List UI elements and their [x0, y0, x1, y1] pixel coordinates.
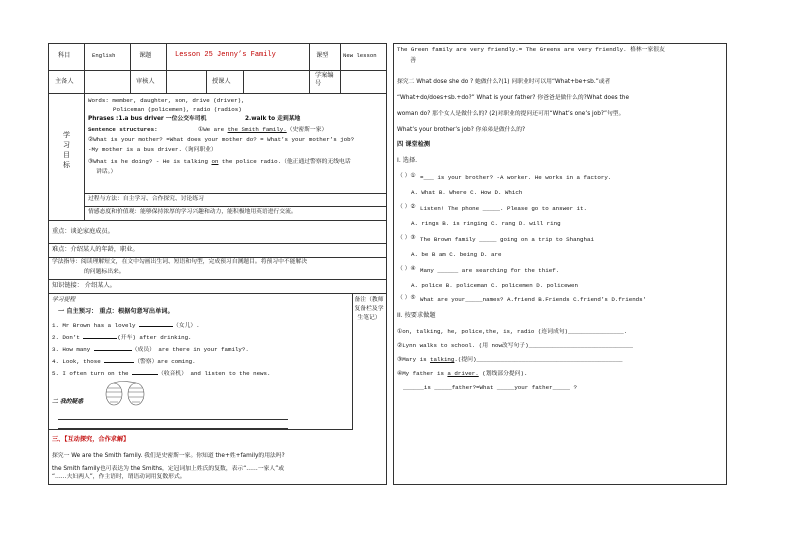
task-1: ①on, talking, he, police,the, is, radio (连词成句)________________.: [397, 328, 628, 335]
method-guide: 学法指导：阅读理解短文，在文中勾画出生词、短语和句型，完成预习自测题目。将预习中不能解决: [52, 259, 308, 265]
preparer-label: 主备人: [55, 78, 74, 85]
choice-2-options: A. rings B. is ringing C. rang D. will ring: [411, 220, 561, 227]
task-4b: ______is _____father?=What _____your father_____ ?: [403, 384, 577, 391]
task-3: ③Mary is talking.(提问)__________________________________________: [397, 356, 623, 363]
goals-phrases-a: Phrases :1.a bus driver 一位公交车司机: [88, 116, 207, 122]
section-2-heading: 二 我的疑惑: [52, 399, 84, 405]
number-label: 学案编号: [315, 72, 334, 87]
method-guide-2: 的问题标出来。: [84, 269, 125, 275]
choice-1: =___ is your brother? -A worker. He works in a factory.: [420, 174, 612, 181]
type-value: New lesson: [343, 52, 377, 59]
explore-1: 探究一 We are the Smith family. 我们是史密斯一家。你知道 the+姓+family的用法吗?: [52, 453, 285, 459]
choice-3-number: （ ）③: [397, 235, 416, 241]
explore-2c: woman do? 那个女人是做什么的? (2)对职业的提问还可用“What’s one’s job?”句型。: [397, 111, 625, 117]
choice-2-number: （ ）②: [397, 204, 416, 210]
goals-sentence-1: ①We are the Smith family.（史密斯一家）: [198, 126, 328, 133]
reviewer-label: 审核人: [136, 78, 155, 85]
difficult-point: 难点：介绍某人的年龄，职业。: [52, 246, 139, 253]
goals-words-2: Policeman (policemen), radio (radios): [113, 106, 242, 113]
choice-3-options: A. be B am C. being D. are: [411, 251, 502, 258]
doubt-line-1: [58, 419, 288, 420]
subject-value: English: [92, 52, 116, 59]
subject-label: 科目: [58, 52, 71, 59]
choice-2: Listen! The phone _____. Please go to answer it.: [420, 205, 587, 212]
choice-4: Many ______ are searching for the thief.: [420, 267, 560, 274]
choice-3: The Brown family _____ going on a trip to Shanghai: [420, 236, 594, 243]
choice-5: What are your_____names? A.friend B.Friends C.friend’s D.friends': [420, 296, 647, 303]
task-4: ④My father is a driver. (划线部分提问).: [397, 370, 528, 377]
explore-1c: “……夫妇两人”，作主语时，谓语动词用复数形式。: [52, 474, 186, 480]
choice-4-number: （ ）④: [397, 266, 416, 272]
type-label: 课型: [316, 52, 329, 59]
question-2: 2. Don’t (开车) after drinking.: [52, 334, 192, 341]
right-line-1b: 善: [410, 57, 417, 64]
study-title: 学习提程: [52, 297, 76, 303]
choice-1-number: （ ）①: [397, 173, 416, 179]
question-5: 5. I often turn on the （收音机） and listen to the news.: [52, 370, 271, 377]
task-heading: II. 按要求做题: [397, 312, 436, 319]
question-4: 4. Look, those （警察）are coming.: [52, 358, 196, 365]
teacher-label: 授课人: [212, 78, 231, 85]
question-1: 1. Mr Brown has a lovely （女儿）.: [52, 322, 200, 329]
choice-4-options: A. police B. policeman C. policemen D. policewen: [411, 282, 578, 289]
goals-sentence-2b: -My mother is a bus driver.（询问职业）: [88, 146, 217, 153]
goals-process: 过程与方法：自主学习、合作探究、讨论练习: [88, 196, 204, 202]
section-1-heading: 一 自主预习： 重点：根据句意写出单词。: [58, 308, 174, 315]
explore-2: 探究二 What dose she do ? 她做什么?(1) 问职业时可以用“What+be+sb.”或者: [397, 79, 611, 85]
task-2: ②Lynn walks to school. (用 now改写句子)______________________________: [397, 342, 633, 349]
choice-5-number: （ ）⑤: [397, 295, 416, 301]
doubt-line-2: [58, 428, 288, 429]
goals-sentence-3b: 讲话。）: [96, 169, 117, 175]
goals-sentence-2: ②What is your mother? =What does your mother do? = What’s your mother’s job?: [88, 136, 355, 143]
key-point: 重点：谈论家庭成员。: [52, 228, 114, 235]
explore-2b: “What+do/does+sb.+do?” What is your father? 你爸爸是做什么的?What does the: [397, 95, 630, 101]
choice-heading: I. 选择.: [397, 157, 418, 164]
knowledge-link: 知识链接： 介绍某人。: [52, 282, 116, 289]
goals-emotion: 情感态度和价值观：能够保持浓厚的学习兴趣和动力，能积极地用英语进行交流。: [88, 209, 297, 215]
section-3-heading: 三、【互动探究，合作求解】: [52, 436, 130, 443]
section-4-heading: 四 课堂检测: [397, 141, 431, 148]
choice-1-options: A. What B. Where C. How D. Which: [411, 189, 523, 196]
side-note: 备注（教师复备栏及学生笔记）: [354, 297, 384, 321]
right-line-1: The Green family are very friendly.= The Greens are very friendly. 格林一家很友: [397, 46, 665, 53]
explore-1b: the Smith family也可表达为 the Smiths，定冠词加上姓氏的复数，表示“……一家人”或: [52, 466, 285, 472]
goals-side-label: 学习目标: [63, 131, 70, 169]
goals-words: Words: member, daughter, son, drive (driver),: [88, 97, 245, 104]
explore-2d: What’s your brother’s job? 你弟弟是做什么的?: [397, 127, 526, 133]
topic-value: Lesson 25 Jenny’s Family: [175, 51, 276, 59]
leaf-decoration-icon: [98, 380, 156, 410]
question-3: 3. How many （成员） are there in your family?.: [52, 346, 249, 353]
goals-structures-label: Sentence structures:: [88, 126, 158, 133]
topic-label: 课题: [139, 52, 152, 59]
goals-sentence-3: ③What is he doing? - He is talking on the police radio.（他正通过警察的无线电话: [88, 158, 351, 165]
goals-phrases-b: 2.walk to 走到某地: [245, 116, 301, 122]
